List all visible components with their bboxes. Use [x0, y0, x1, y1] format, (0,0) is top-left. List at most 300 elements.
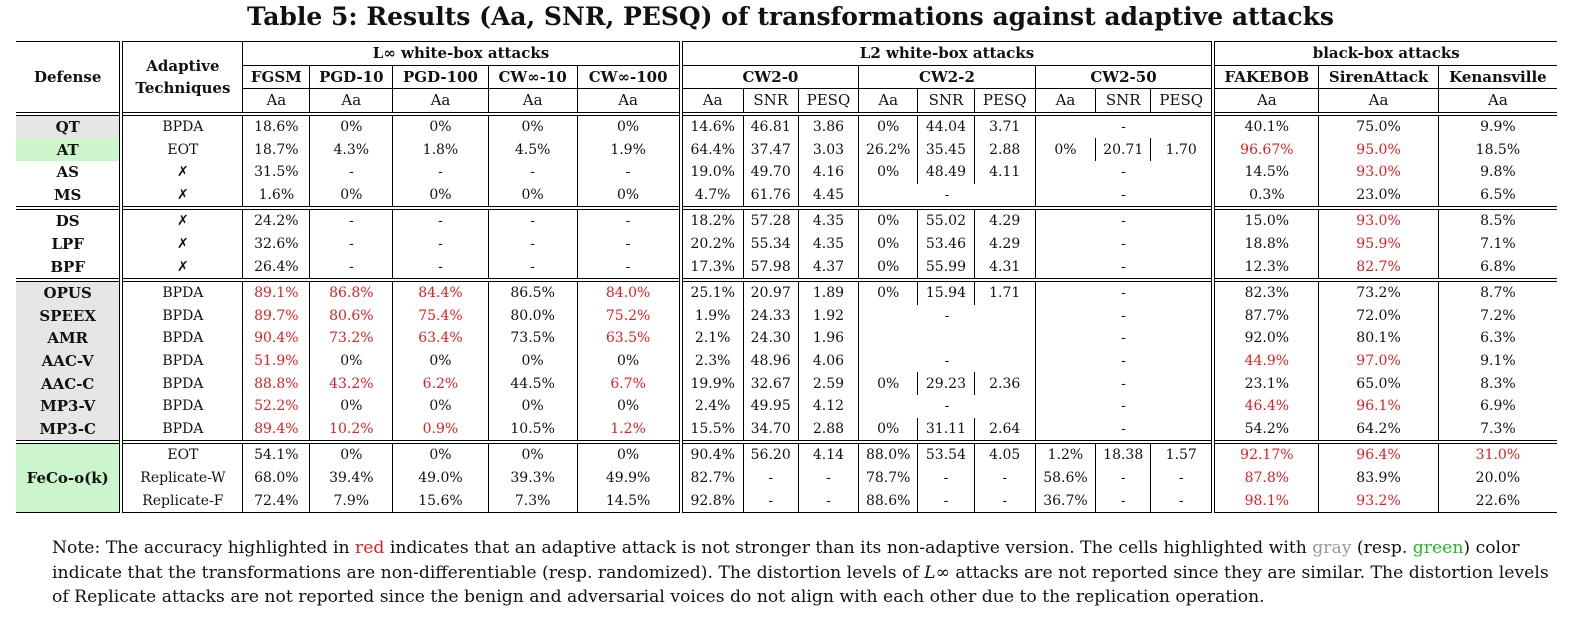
table-cell: 7.1%	[1438, 233, 1557, 256]
table-cell: -	[743, 467, 798, 490]
table-cell: -	[488, 255, 577, 280]
table-cell: 48.96	[743, 350, 798, 373]
metric-header: Aa	[1213, 89, 1318, 114]
table-cell: 1.9%	[681, 305, 744, 328]
table-cell: 75.2%	[577, 305, 680, 328]
table-cell: 1.70	[1151, 138, 1214, 161]
table-cell: 2.88	[974, 138, 1035, 161]
table-cell: 39.3%	[488, 467, 577, 490]
attack-header: CW2-50	[1035, 65, 1213, 89]
table-cell: 0.9%	[393, 418, 488, 443]
metric-header: SNR	[918, 89, 975, 114]
table-cell: -	[1035, 350, 1213, 373]
table-cell: 4.3%	[310, 138, 393, 161]
table-cell	[859, 327, 1035, 350]
table-cell: 0%	[488, 395, 577, 418]
table-cell: 4.35	[798, 208, 859, 233]
adaptive-technique: EOT	[121, 442, 243, 467]
table-cell: 63.5%	[577, 327, 680, 350]
defense-name: FeCo-o(k)	[16, 442, 121, 512]
adaptive-technique: BPDA	[121, 418, 243, 443]
table-cell: 95.0%	[1319, 138, 1439, 161]
table-cell: 93.2%	[1319, 489, 1439, 512]
table-cell: 6.7%	[577, 372, 680, 395]
table-cell: 82.3%	[1213, 280, 1318, 305]
table-cell: 0%	[859, 233, 918, 256]
table-cell: 31.5%	[243, 161, 310, 184]
table-cell: 24.30	[743, 327, 798, 350]
table-cell: 6.2%	[393, 372, 488, 395]
adaptive-technique: BPDA	[121, 280, 243, 305]
table-cell: -	[859, 350, 1035, 373]
metric-header: Aa	[1035, 89, 1096, 114]
table-cell: 18.38	[1096, 442, 1151, 467]
table-cell: 89.4%	[243, 418, 310, 443]
table-cell: 0%	[859, 418, 918, 443]
table-cell: 44.04	[918, 114, 975, 139]
table-cell: 2.4%	[681, 395, 744, 418]
table-cell: 75.0%	[1319, 114, 1439, 139]
table-cell: -	[310, 208, 393, 233]
table-cell: 29.23	[918, 372, 975, 395]
table-cell: 0%	[488, 184, 577, 209]
table-cell: 92.0%	[1213, 327, 1318, 350]
table-cell: 8.7%	[1438, 280, 1557, 305]
table-cell: 19.0%	[681, 161, 744, 184]
group-linf: L∞ white-box attacks	[243, 42, 681, 66]
table-cell: 18.6%	[243, 114, 310, 139]
table-cell: 10.5%	[488, 418, 577, 443]
table-cell: 90.4%	[243, 327, 310, 350]
table-cell: 44.9%	[1213, 350, 1318, 373]
table-cell: -	[577, 161, 680, 184]
table-cell: 0%	[859, 280, 918, 305]
table-cell: 0%	[859, 208, 918, 233]
attack-header: Kenansville	[1438, 65, 1557, 89]
table-cell: 1.57	[1151, 442, 1214, 467]
table-row	[16, 208, 1557, 233]
adaptive-technique: BPDA	[121, 327, 243, 350]
adaptive-technique: ✗	[121, 208, 243, 233]
table-cell: 9.8%	[1438, 161, 1557, 184]
table-row	[16, 114, 1557, 139]
table-cell: 15.94	[918, 280, 975, 305]
attack-header: FAKEBOB	[1213, 65, 1318, 89]
table-cell: -	[974, 467, 1035, 490]
table-cell: 0%	[488, 114, 577, 139]
table-cell: -	[488, 233, 577, 256]
table-cell: -	[1035, 280, 1213, 305]
note-green-word: green	[1412, 538, 1464, 558]
table-cell: 56.20	[743, 442, 798, 467]
attack-header: CW2-2	[859, 65, 1035, 89]
table-cell: 26.4%	[243, 255, 310, 280]
group-l2: L2 white-box attacks	[681, 42, 1214, 66]
table-cell: 0%	[488, 350, 577, 373]
table-row	[16, 138, 1557, 161]
table-cell: 52.2%	[243, 395, 310, 418]
table-cell: -	[918, 467, 975, 490]
table-cell: 65.0%	[1319, 372, 1439, 395]
table-row	[16, 305, 1557, 328]
table-cell: 36.7%	[1035, 489, 1096, 512]
table-cell: 0%	[393, 350, 488, 373]
table-row	[16, 372, 1557, 395]
table-cell: 1.8%	[393, 138, 488, 161]
table-cell: 4.11	[974, 161, 1035, 184]
table-row	[16, 489, 1557, 512]
table-cell: 0%	[859, 372, 918, 395]
table-cell: 54.2%	[1213, 418, 1318, 443]
table-cell: 1.89	[798, 280, 859, 305]
table-cell: 6.9%	[1438, 395, 1557, 418]
adaptive-technique: EOT	[121, 138, 243, 161]
table-cell: 4.35	[798, 233, 859, 256]
table-cell: 88.6%	[859, 489, 918, 512]
table-cell: 14.6%	[681, 114, 744, 139]
table-cell: -	[393, 208, 488, 233]
table-cell: 23.0%	[1319, 184, 1439, 209]
table-cell: 20.71	[1096, 138, 1151, 161]
defense-name: BPF	[50, 257, 85, 276]
table-cell: 73.5%	[488, 327, 577, 350]
table-row	[16, 255, 1557, 280]
table-cell: 93.0%	[1319, 208, 1439, 233]
table-cell: 0%	[859, 161, 918, 184]
table-cell: 1.2%	[577, 418, 680, 443]
table-cell: 0%	[310, 442, 393, 467]
table-cell: 7.9%	[310, 489, 393, 512]
table-cell: -	[1096, 489, 1151, 512]
table-cell: 7.3%	[488, 489, 577, 512]
table-cell: 22.6%	[1438, 489, 1557, 512]
table-cell: -	[577, 208, 680, 233]
table-cell: 32.6%	[243, 233, 310, 256]
table-cell: 34.70	[743, 418, 798, 443]
defense-name: AT	[16, 138, 121, 161]
table-cell: 24.2%	[243, 208, 310, 233]
table-cell: -	[393, 255, 488, 280]
attack-header: CW2-0	[681, 65, 859, 89]
table-cell: -	[918, 489, 975, 512]
table-cell: 64.2%	[1319, 418, 1439, 443]
table-cell: 4.12	[798, 395, 859, 418]
defense-name: DS	[16, 208, 121, 233]
table-cell: 97.0%	[1319, 350, 1439, 373]
table-cell: 0%	[310, 395, 393, 418]
table-cell: 3.71	[974, 114, 1035, 139]
table-cell: 8.5%	[1438, 208, 1557, 233]
table-row	[16, 161, 1557, 184]
metric-header: Aa	[1438, 89, 1557, 114]
table-cell: -	[1151, 467, 1214, 490]
table-row	[16, 233, 1557, 256]
table-cell: 93.0%	[1319, 161, 1439, 184]
table-cell: -	[1096, 467, 1151, 490]
table-cell: 18.8%	[1213, 233, 1318, 256]
table-cell: 57.98	[743, 255, 798, 280]
defense-name: OPUS	[16, 280, 121, 305]
table-cell: 44.5%	[488, 372, 577, 395]
table-cell: 80.6%	[310, 305, 393, 328]
table-cell: 18.2%	[681, 208, 744, 233]
table-cell: 78.7%	[859, 467, 918, 490]
table-cell: -	[1035, 184, 1213, 209]
table-cell: 80.0%	[488, 305, 577, 328]
table-cell: -	[488, 208, 577, 233]
table-cell: -	[1035, 255, 1213, 280]
table-cell: 68.0%	[243, 467, 310, 490]
defense-name: AAC-V	[16, 350, 121, 373]
table-row	[16, 418, 1557, 443]
table-cell: 0%	[577, 350, 680, 373]
table-cell: -	[859, 395, 1035, 418]
table-cell: 80.1%	[1319, 327, 1439, 350]
table-cell: 2.3%	[681, 350, 744, 373]
adaptive-technique: ✗	[121, 161, 243, 184]
adaptive-technique: BPDA	[121, 395, 243, 418]
table-cell: -	[310, 233, 393, 256]
adaptive-technique: BPDA	[121, 114, 243, 139]
header-defense: Defense	[16, 42, 121, 114]
table-cell: 48.49	[918, 161, 975, 184]
adaptive-technique: ✗	[121, 255, 243, 280]
metric-header: SNR	[743, 89, 798, 114]
table-cell: -	[1035, 208, 1213, 233]
table-cell: 2.64	[974, 418, 1035, 443]
table-cell: -	[798, 489, 859, 512]
attack-header: CW∞-100	[577, 65, 680, 89]
defense-name: AAC-C	[16, 372, 121, 395]
metric-header: PESQ	[974, 89, 1035, 114]
table-cell: -	[743, 489, 798, 512]
header-adaptive: Adaptive Techniques	[121, 42, 243, 114]
table-cell: 31.11	[918, 418, 975, 443]
table-cell: 61.76	[743, 184, 798, 209]
metric-header: PESQ	[1151, 89, 1214, 114]
table-cell: 2.88	[798, 418, 859, 443]
table-cell: 32.67	[743, 372, 798, 395]
table-note: Note: The accuracy highlighted in red indicates that an adaptive attack is not stronger than its non-adaptive version. The cells highlighted with gray (resp. green) color indicate that the transformations are non-differentiable (resp. randomized). The distortion levels of L∞ attacks are not reported since they are similar. The distortion levels of Replicate attacks are not reported since the benign and adversarial voices do not align with each other due to the replication operation.	[52, 538, 1549, 607]
table-cell: 90.4%	[681, 442, 744, 467]
table-cell: 35.45	[918, 138, 975, 161]
table-cell: 0%	[393, 395, 488, 418]
table-cell: 55.99	[918, 255, 975, 280]
table-cell: 92.8%	[681, 489, 744, 512]
table-cell: -	[798, 467, 859, 490]
table-cell: 92.17%	[1213, 442, 1318, 467]
table-cell: -	[1035, 395, 1213, 418]
defense-name: LPF	[51, 235, 84, 254]
defense-name: MP3-C	[16, 418, 121, 443]
table-cell: -	[1035, 161, 1213, 184]
defense-name: MS	[53, 185, 82, 204]
metric-header: Aa	[577, 89, 680, 114]
table-cell: 14.5%	[577, 489, 680, 512]
table-cell: 37.47	[743, 138, 798, 161]
metric-header: Aa	[1319, 89, 1439, 114]
table-cell: 4.45	[798, 184, 859, 209]
metric-header: Aa	[393, 89, 488, 114]
table-cell: 72.0%	[1319, 305, 1439, 328]
table-cell: 0%	[859, 114, 918, 139]
table-cell: 96.4%	[1319, 442, 1439, 467]
table-cell: 17.3%	[681, 255, 744, 280]
table-cell: -	[393, 161, 488, 184]
table-cell: 1.71	[974, 280, 1035, 305]
adaptive-technique: BPDA	[121, 372, 243, 395]
table-cell: -	[393, 233, 488, 256]
table-cell: -	[859, 184, 1035, 209]
table-cell: -	[1151, 489, 1214, 512]
table-cell: 0%	[310, 350, 393, 373]
table-cell: 88.8%	[243, 372, 310, 395]
table-cell: 87.8%	[1213, 467, 1318, 490]
table-cell: 89.7%	[243, 305, 310, 328]
table-cell: 1.92	[798, 305, 859, 328]
adaptive-technique: Replicate-F	[121, 489, 243, 512]
table-row	[16, 467, 1557, 490]
table-cell: 49.95	[743, 395, 798, 418]
group-blackbox: black-box attacks	[1213, 42, 1557, 66]
table-cell: 40.1%	[1213, 114, 1318, 139]
table-cell: 1.6%	[243, 184, 310, 209]
table-row	[16, 395, 1557, 418]
table-cell: 84.0%	[577, 280, 680, 305]
table-cell: 63.4%	[393, 327, 488, 350]
defense-name: AS	[56, 163, 79, 182]
table-cell: 2.59	[798, 372, 859, 395]
table-cell: 2.36	[974, 372, 1035, 395]
table-cell: 95.9%	[1319, 233, 1439, 256]
table-cell: 8.3%	[1438, 372, 1557, 395]
attack-header: PGD-100	[393, 65, 488, 89]
table-cell: 0%	[393, 114, 488, 139]
table-cell: -	[577, 233, 680, 256]
table-cell: 23.1%	[1213, 372, 1318, 395]
note-gray-word: gray	[1312, 538, 1352, 558]
table-cell: 19.9%	[681, 372, 744, 395]
table-cell: 0%	[488, 442, 577, 467]
metric-header: Aa	[681, 89, 744, 114]
table-cell: 39.4%	[310, 467, 393, 490]
defense-name: AMR	[16, 327, 121, 350]
attack-header: CW∞-10	[488, 65, 577, 89]
table-cell: 6.3%	[1438, 327, 1557, 350]
table-cell: -	[488, 161, 577, 184]
table-cell: 1.2%	[1035, 442, 1096, 467]
table-cell: 9.1%	[1438, 350, 1557, 373]
table-cell: 86.8%	[310, 280, 393, 305]
table-cell: 43.2%	[310, 372, 393, 395]
table-cell: 55.34	[743, 233, 798, 256]
adaptive-technique: Replicate-W	[121, 467, 243, 490]
table-cell: 15.5%	[681, 418, 744, 443]
table-cell: 10.2%	[310, 418, 393, 443]
table-cell: 75.4%	[393, 305, 488, 328]
table-cell: 20.2%	[681, 233, 744, 256]
table-cell: 4.06	[798, 350, 859, 373]
table-cell: 0%	[1035, 138, 1096, 161]
attack-header: SirenAttack	[1319, 65, 1439, 89]
table-cell: 4.31	[974, 255, 1035, 280]
adaptive-technique: ✗	[121, 184, 243, 209]
table-cell: 12.3%	[1213, 255, 1318, 280]
table-cell: -	[1035, 233, 1213, 256]
table-cell: 2.1%	[681, 327, 744, 350]
table-cell: 73.2%	[1319, 280, 1439, 305]
table-cell: -	[577, 255, 680, 280]
table-cell: 72.4%	[243, 489, 310, 512]
table-cell: 64.4%	[681, 138, 744, 161]
table-cell: 4.29	[974, 208, 1035, 233]
table-cell: 3.03	[798, 138, 859, 161]
metric-header: Aa	[488, 89, 577, 114]
table-cell: 0%	[393, 184, 488, 209]
table-cell: 73.2%	[310, 327, 393, 350]
results-table	[16, 41, 1557, 513]
table-cell: 31.0%	[1438, 442, 1557, 467]
table-cell: 9.9%	[1438, 114, 1557, 139]
table-cell: 84.4%	[393, 280, 488, 305]
table-cell: 0%	[577, 114, 680, 139]
table-cell: 15.0%	[1213, 208, 1318, 233]
table-cell: 18.7%	[243, 138, 310, 161]
table-cell: 7.3%	[1438, 418, 1557, 443]
table-cell: 46.81	[743, 114, 798, 139]
table-cell: 26.2%	[859, 138, 918, 161]
table-cell: 49.0%	[393, 467, 488, 490]
table-cell: -	[1035, 418, 1213, 443]
table-cell: 4.7%	[681, 184, 744, 209]
table-title: Table 5: Results (Aa, SNR, PESQ) of transformations against adaptive attacks	[247, 2, 1334, 31]
table-cell: -	[974, 489, 1035, 512]
table-cell: 0%	[393, 442, 488, 467]
table-cell: 1.9%	[577, 138, 680, 161]
table-cell: 25.1%	[681, 280, 744, 305]
table-cell: 58.6%	[1035, 467, 1096, 490]
table-cell: 0%	[859, 255, 918, 280]
note-red-word: red	[355, 538, 385, 558]
table-row	[16, 280, 1557, 305]
table-cell: 49.70	[743, 161, 798, 184]
attack-header: FGSM	[243, 65, 310, 89]
table-cell: -	[1035, 114, 1213, 139]
table-cell: 1.96	[798, 327, 859, 350]
table-cell: 4.37	[798, 255, 859, 280]
table-cell: 53.54	[918, 442, 975, 467]
defense-name: SPEEX	[16, 305, 121, 328]
table-cell: 24.33	[743, 305, 798, 328]
table-cell: 0%	[310, 114, 393, 139]
table-cell: 0%	[577, 184, 680, 209]
table-cell: 3.86	[798, 114, 859, 139]
table-cell: 4.5%	[488, 138, 577, 161]
adaptive-technique: BPDA	[121, 350, 243, 373]
table-cell: 0%	[310, 184, 393, 209]
table-cell: 20.0%	[1438, 467, 1557, 490]
metric-header: Aa	[310, 89, 393, 114]
table-cell: 14.5%	[1213, 161, 1318, 184]
metric-header: Aa	[859, 89, 918, 114]
table-cell: 82.7%	[681, 467, 744, 490]
adaptive-technique: BPDA	[121, 305, 243, 328]
table-cell: 4.14	[798, 442, 859, 467]
table-cell: 6.5%	[1438, 184, 1557, 209]
table-cell: -	[310, 255, 393, 280]
table-cell: 51.9%	[243, 350, 310, 373]
table-cell: 87.7%	[1213, 305, 1318, 328]
